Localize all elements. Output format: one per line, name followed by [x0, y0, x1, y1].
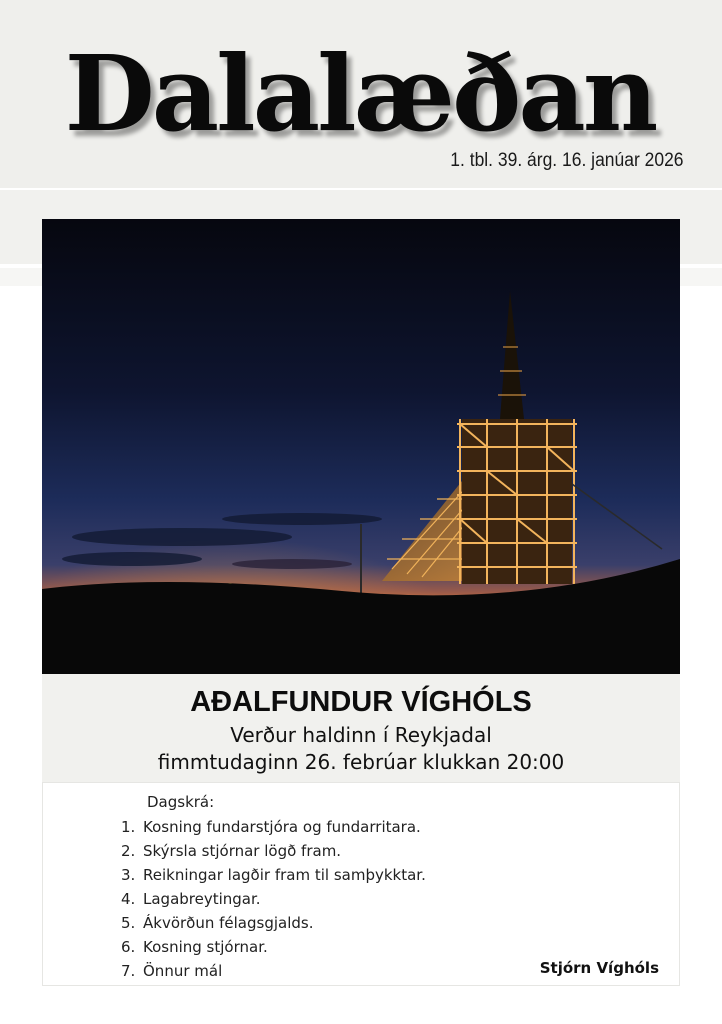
agenda-box	[42, 782, 680, 986]
agenda-item: 6. Kosning stjórnar.	[121, 938, 268, 956]
agenda-list	[121, 815, 426, 983]
church-scaffold-illustration	[42, 219, 680, 674]
agenda-item: 5. Ákvörðun félagsgjalds.	[121, 914, 314, 932]
agenda-item: 7. Önnur mál	[121, 962, 223, 980]
agenda-item: 4. Lagabreytingar.	[121, 890, 261, 908]
cover-photo	[42, 219, 680, 674]
newspaper-title: Dalalæðan	[64, 32, 656, 155]
meeting-announcement	[42, 674, 680, 782]
meeting-datetime: fimmtudaginn 26. febrúar klukkan 20:00	[157, 750, 565, 774]
agenda-item: 2. Skýrsla stjórnar lögð fram.	[121, 842, 342, 860]
meeting-title: AÐALFUNDUR VÍGHÓLS	[190, 686, 532, 718]
meeting-location: Verður haldinn í Reykjadal	[230, 723, 492, 747]
issue-info: 1. tbl. 39. árg. 16. janúar 2026	[450, 150, 684, 171]
agenda-heading: Dagskrá:	[147, 793, 215, 811]
light-pole	[360, 524, 362, 594]
agenda-item: 1. Kosning fundarstjóra og fundarritara.	[121, 818, 421, 836]
agenda-item: 3. Reikningar lagðir fram til samþykktar.	[121, 866, 426, 884]
board-signature: Stjórn Víghóls	[539, 959, 659, 977]
